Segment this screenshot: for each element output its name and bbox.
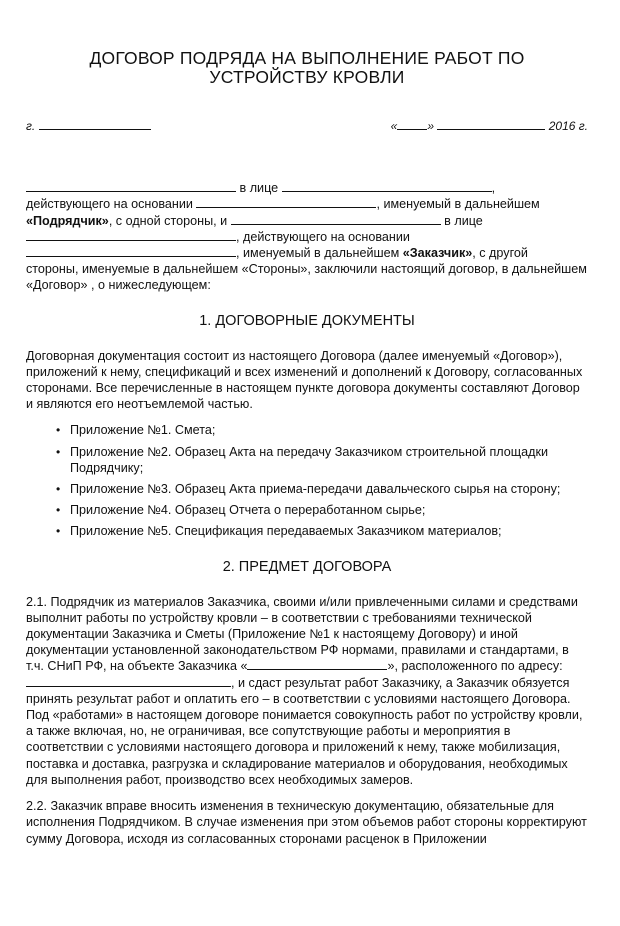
clause-2-1 [26, 594, 588, 788]
annex-list [26, 422, 588, 539]
clause-2-1-part-b: », [387, 659, 398, 674]
clause-2-2: 2.2. Заказчик вправе вносить изменения в техническую документацию, обязательные для исполнения Подрядчиком. В случае изменения при этом объемов работ стороны корректируют сумму Договора, исходя из согласованных сторонами расценок в Приложении [26, 799, 587, 846]
annex-item: • Приложение №5. Спецификация передаваемых Заказчиком материалов; [56, 523, 588, 539]
customer-basis-blank [26, 245, 236, 257]
title-line-2: УСТРОЙСТВУ КРОВЛИ [209, 67, 405, 87]
day-blank [397, 118, 427, 130]
parties-line-1: в лице , [26, 180, 588, 196]
clause-2-1-part-d: , и сдаст результат работ Заказчику, а Заказчик обязуется принять результат работ и оплатить его – в соответствии с условиями настоящего Договора. Под «работами» в настоящем договоре понимается совокупность работ по устройству кровли, а также включая, но, не ограничивая, все сопутствующие работы и мероприятия в соответствии с условиями настоящего договора и приложений к нему, также мобилизация, поставка и доставка, разгрузка и складирование материалов и оборудования, необходимых для выполнения работ, производство всех необходимых замеров. [26, 675, 583, 787]
contractor-name-blank [26, 180, 236, 192]
document-title [46, 49, 568, 87]
section-1-heading: 1. ДОГОВОРНЫЕ ДОКУМЕНТЫ [199, 312, 415, 329]
section-2-heading: 2. ПРЕДМЕТ ДОГОВОРА [222, 558, 392, 575]
annex-item: • Приложение №2. Образец Акта на передачу Заказчиком строительной площадки Подрядчику; [56, 444, 588, 476]
text-hereinafter: , именуемый в дальнейшем [376, 197, 540, 212]
month-blank [437, 118, 545, 130]
clause-2-1-part-a: 2.1. Подрядчик из материалов Заказчика, своими и/или привлеченными силами и средствами выполнит работы по устройству кровли – в соответствии с требованиями технической документации Заказчика и Сметы (Приложение №1 к настоящему Договору) и иной документации установленной законодательством РФ нормами, правилами и стандартами, в т.ч. СНиП РФ, на объекте Заказчика « [26, 594, 578, 674]
annex-item: • Приложение №1. Смета; [56, 422, 588, 438]
clause-2-1-part-c: расположенного по адресу: [401, 659, 563, 674]
parties-line-3 [26, 213, 588, 229]
text-acting-basis-2: , действующего на основании [236, 229, 410, 244]
contractor-label: «Подрядчик» [26, 213, 109, 228]
date-close-quote: » [427, 119, 435, 133]
text-hereinafter-2: , именуемый в дальнейшем [236, 246, 400, 261]
section-1-intro: Договорная документация состоит из настоящего Договора (далее именуемый «Договор»), приложений к нему, спецификаций и всех изменений и дополнений к Договору, согласованных сторонами. Все перечисленные в настоящем пункте договора документы составляют Договор и являются его неотъемлемой частью. [26, 348, 583, 412]
annex-item: • Приложение №4. Образец Отчета о переработанном сырье; [56, 502, 588, 518]
object-name-blank [247, 658, 387, 670]
customer-rep-blank [26, 229, 236, 241]
city-blank [39, 118, 151, 130]
parties-preamble [26, 180, 588, 293]
text-acting-basis: действующего на основании [26, 197, 193, 212]
document-page [0, 49, 620, 926]
customer-name-blank [231, 213, 441, 225]
city-prefix: г. [26, 119, 36, 133]
text-one-side: , с одной стороны, и [108, 213, 228, 228]
date-field [391, 118, 588, 134]
parties-closing: стороны, именуемые в дальнейшем «Стороны», заключили настоящий договор, в дальнейшем «Договор» , о нижеследующем: [26, 262, 587, 293]
section-1 [26, 312, 588, 540]
contractor-basis-blank [196, 196, 376, 208]
title-line-1: ДОГОВОР ПОДРЯДА НА ВЫПОЛНЕНИЕ РАБОТ ПО [89, 48, 525, 68]
parties-line-4 [26, 229, 588, 245]
parties-line-5 [26, 245, 588, 261]
parties-line-2 [26, 196, 588, 212]
city-field [26, 118, 151, 134]
annex-item: • Приложение №3. Образец Акта приема-передачи давальческого сырья на сторону; [56, 481, 588, 497]
object-address-blank [26, 675, 231, 687]
date-open-quote: « [390, 119, 398, 133]
text-in-person: в лице [239, 181, 279, 196]
place-date-row [26, 118, 588, 134]
text-in-person-2: в лице [444, 213, 483, 228]
section-2 [26, 558, 588, 847]
text-other-side: , с другой [472, 246, 528, 261]
date-year: 2016 г. [548, 119, 588, 133]
customer-label: «Заказчик» [402, 246, 473, 261]
contractor-rep-blank [282, 180, 492, 192]
